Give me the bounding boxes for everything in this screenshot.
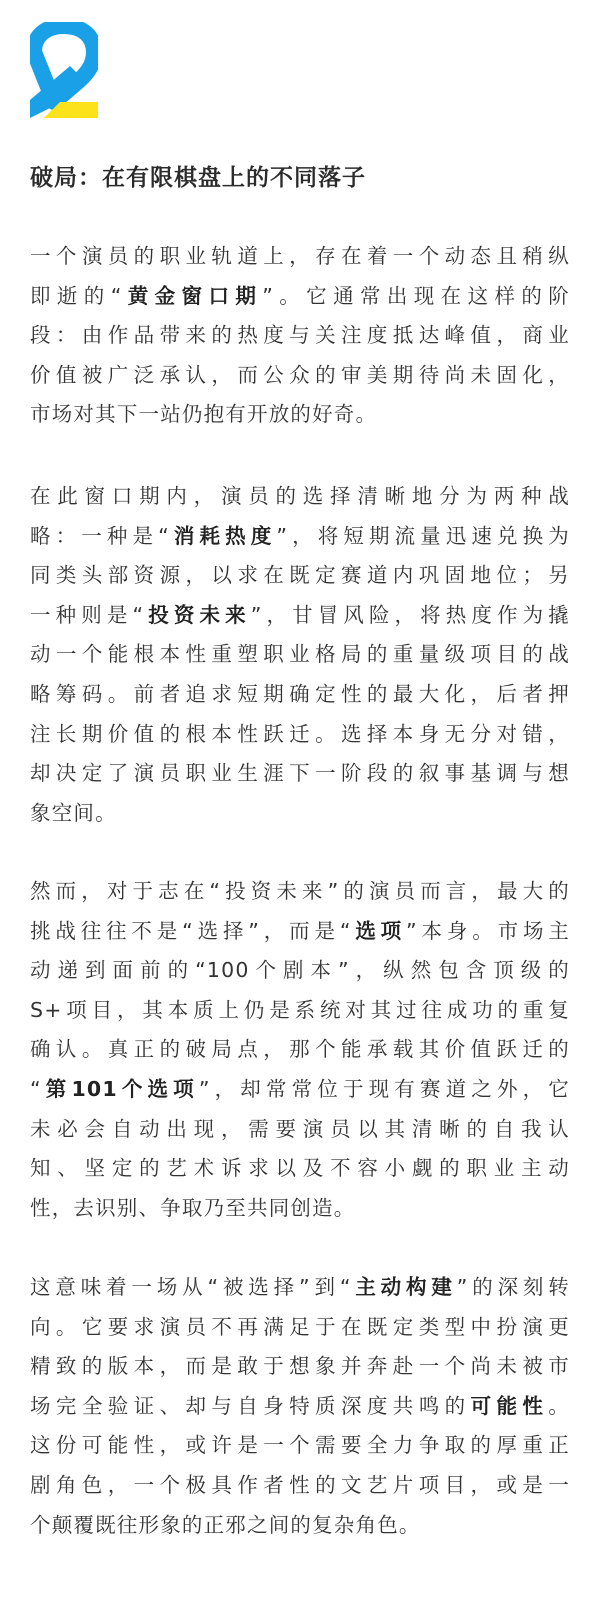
emphasized-text: 黄金窗口期 [122,283,263,308]
paragraph-line [30,1149,570,1189]
text-run: 一种则是“ [30,602,145,627]
text-run: 这意味着一场从“被选择”到“ [30,1275,352,1299]
text-run: 知、坚定的艺术诉求以及不容小觑的职业主动 [30,1156,570,1181]
text-run: ”，却常常位于现有赛道之外，它 [198,1076,570,1101]
paragraph-line [30,951,570,991]
paragraph-line [30,1466,570,1506]
paragraph-line [30,1070,570,1110]
paragraph-line [30,1189,570,1229]
text-run: 这份可能性，或许是一个需要全力争取的厚重正 [30,1433,570,1458]
paragraph-line [30,1347,570,1387]
text-run: S+项目，其本质上仍是系统对其过往成功的重复 [30,997,570,1022]
paragraph-line [30,1030,570,1070]
paragraph-line [30,395,570,435]
text-run: 挑战往往不是“选择”，而是“ [30,918,352,943]
text-run: 向。它要求演员不再满足于在既定类型中扮演更 [30,1314,570,1339]
paragraph-golden-window [30,237,570,435]
text-run: 。 [548,1393,570,1418]
text-run: 略筹码。前者追求短期确定性的最大化，后者押 [30,681,570,706]
paragraph-line [30,356,570,396]
paragraph-line [30,675,570,715]
emphasized-text: 选项 [351,918,407,943]
paragraph-line [30,1506,570,1546]
text-run: ”本身。市场主 [406,918,570,943]
paragraph-line [30,596,570,636]
text-run: 却决定了演员职业生涯下一阶段的叙事基调与想 [30,761,570,786]
text-run: 段：由作品带来的热度与关注度抵达峰值，商业 [30,323,570,348]
text-run: ”，将短期流量迅速兑换为 [276,523,570,548]
paragraph-line [30,277,570,317]
paragraph-line [30,794,570,834]
emphasized-text: 投资未来 [144,602,251,627]
section-number-2-icon [30,22,98,120]
text-run: 同类头部资源，以求在既定赛道内巩固地位；另 [30,563,570,588]
paragraph-line [30,635,570,675]
text-run: 精致的版本，而是敢于想象并奔赴一个尚未被市 [30,1354,570,1379]
paragraph-line [30,1426,570,1466]
emphasized-text: 消耗热度 [169,523,277,548]
paragraph-active-construction [30,1268,570,1545]
text-run: 然而，对于志在“投资未来”的演员而言，最大的 [30,879,570,903]
text-run: 市场对其下一站仍抱有开放的好奇。 [30,402,378,427]
text-run: 注长期价值的根本性跃迁。选择本身无分对错， [30,721,570,746]
emphasized-text: 第101个选项 [41,1076,199,1101]
paragraph-line [30,991,570,1031]
paragraph-line [30,556,570,596]
text-run: 动一个能根本性重塑职业格局的重量级项目的战 [30,642,570,667]
section-heading: 破局：在有限棋盘上的不同落子 [30,165,366,191]
text-run: “ [30,1076,42,1101]
text-run: 未必会自动出现，需要演员以其清晰的自我认 [30,1116,570,1141]
paragraph-two-strategies [30,477,570,833]
text-run: ”。它通常出现在这样的阶 [262,283,570,308]
paragraph-line [30,715,570,755]
text-run: 确认。真正的破局点，那个能承载其价值跃迁的 [30,1037,570,1062]
text-run: 在此窗口期内，演员的选择清晰地分为两种战 [30,484,570,508]
paragraph-option-101 [30,872,570,1228]
text-run: 性，去识别、争取乃至共同创造。 [30,1195,356,1220]
text-run: 略：一种是“ [30,523,170,548]
text-run: 象空间。 [30,800,117,825]
paragraph-line [30,517,570,557]
emphasized-text: 主动构建 [351,1275,457,1299]
text-run: 价值被广泛承认，而公众的审美期待尚未固化， [30,362,570,387]
text-run: ”，甘冒风险，将热度作为撬 [250,602,570,627]
text-run: 个颠覆既往形象的正邪之间的复杂角色。 [30,1512,421,1537]
emphasized-text: 可能性 [470,1393,549,1418]
paragraph-line [30,1110,570,1150]
paragraph-line [30,1268,570,1308]
paragraph-line [30,477,570,517]
text-run: ”的深刻转 [456,1275,570,1299]
text-run: 剧角色，一个极具作者性的文艺片项目，或是一 [30,1472,570,1497]
paragraph-line [30,316,570,356]
text-run: 一个演员的职业轨道上，存在着一个动态且稍纵 [30,244,570,268]
paragraph-line [30,754,570,794]
text-run: 场完全验证、却与自身特质深度共鸣的 [30,1393,471,1418]
paragraph-line [30,872,570,912]
text-run: 动递到面前的“100个剧本”，纵然包含顶级的 [30,958,570,983]
text-run: 即逝的“ [30,283,123,308]
paragraph-line [30,912,570,952]
paragraph-line [30,1308,570,1348]
paragraph-line [30,1387,570,1427]
paragraph-line [30,237,570,277]
